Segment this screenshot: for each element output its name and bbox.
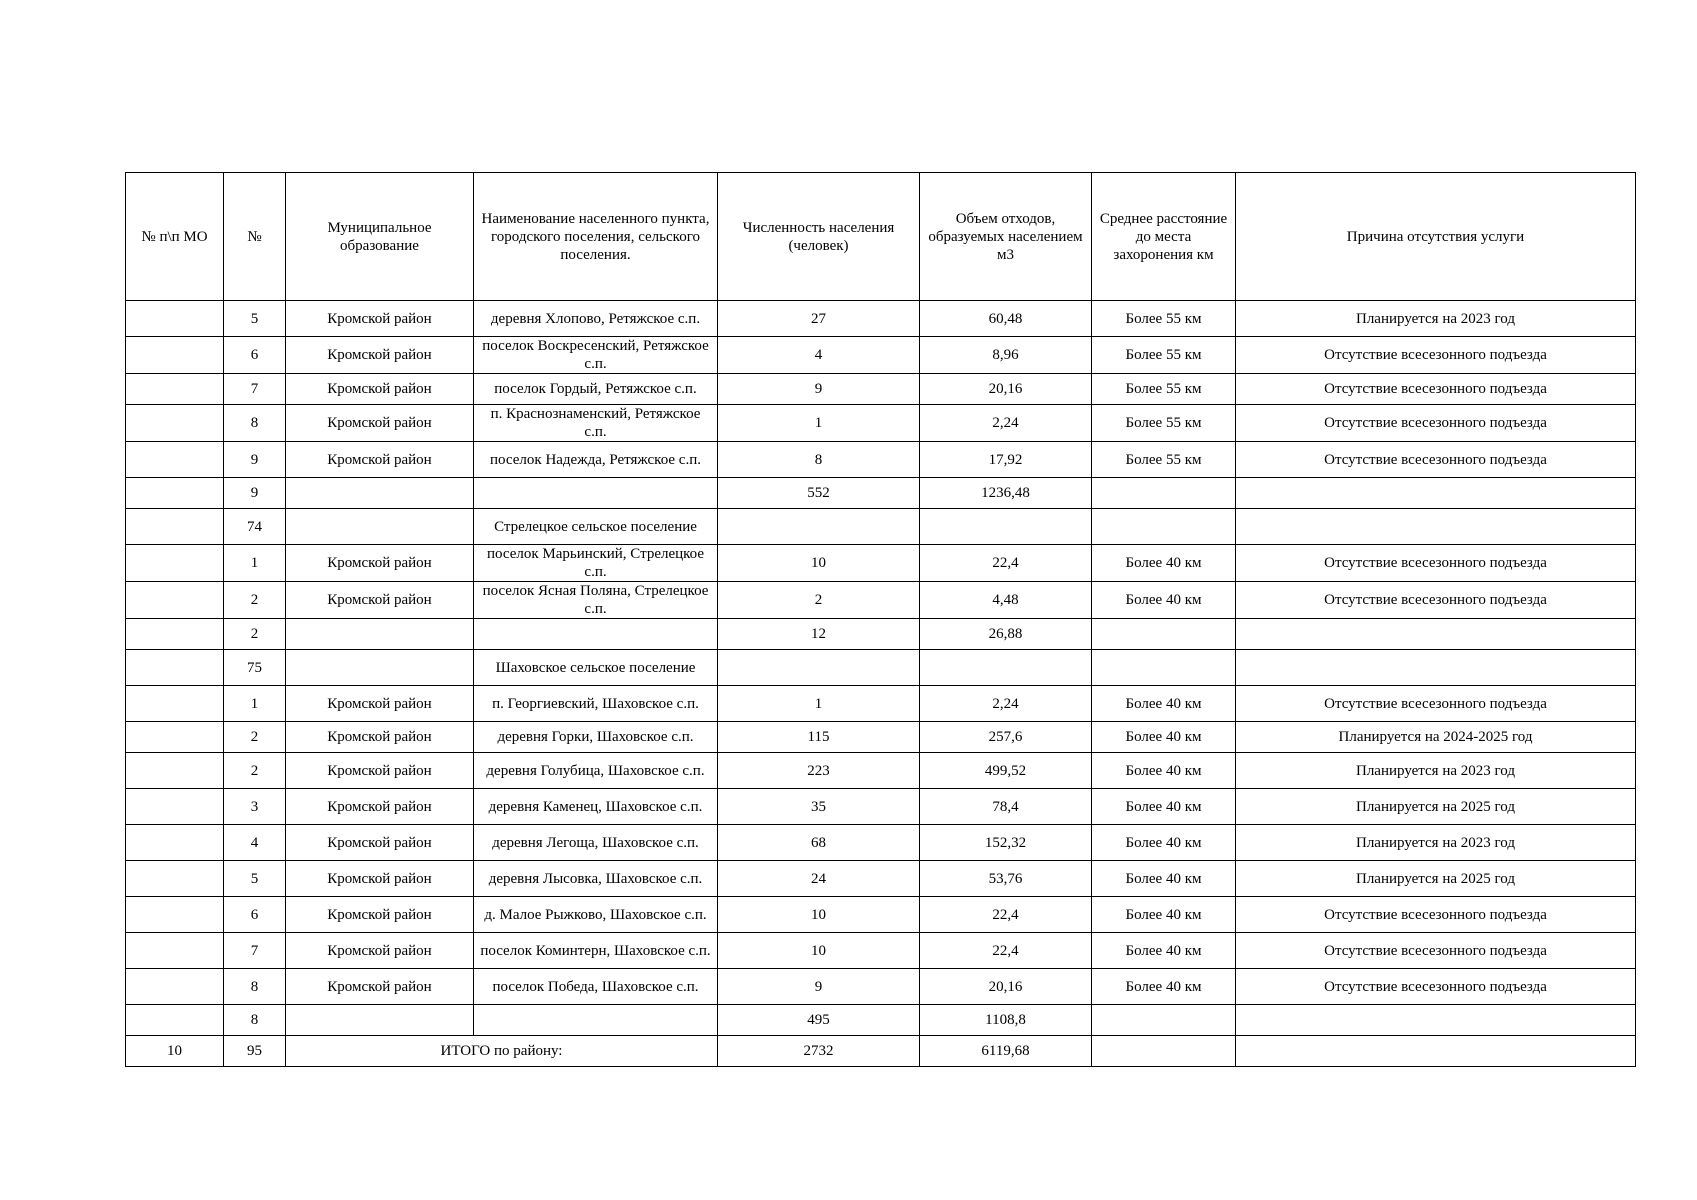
cell-reason bbox=[1236, 650, 1636, 686]
cell-distance: Более 40 км bbox=[1092, 545, 1236, 582]
cell-reason bbox=[1236, 1005, 1636, 1036]
cell-number: 1 bbox=[224, 686, 286, 722]
table-row bbox=[126, 825, 1636, 861]
cell-municipality bbox=[286, 1005, 474, 1036]
cell-distance bbox=[1092, 650, 1236, 686]
cell-mo-index bbox=[126, 969, 224, 1005]
header-reason: Причина отсутствия услуги bbox=[1236, 173, 1636, 301]
cell-distance bbox=[1092, 509, 1236, 545]
cell-municipality bbox=[286, 619, 474, 650]
cell-population: 10 bbox=[718, 933, 920, 969]
cell-population bbox=[718, 509, 920, 545]
cell-mo-index bbox=[126, 897, 224, 933]
cell-number: 2 bbox=[224, 619, 286, 650]
cell-reason: Отсутствие всесезонного подъезда bbox=[1236, 337, 1636, 374]
subtotal-row bbox=[126, 478, 1636, 509]
cell-mo-index bbox=[126, 478, 224, 509]
cell-mo-index bbox=[126, 405, 224, 442]
cell-distance bbox=[1092, 1005, 1236, 1036]
cell-distance: Более 55 км bbox=[1092, 301, 1236, 337]
cell-settlement-name: поселок Гордый, Ретяжское с.п. bbox=[474, 374, 718, 405]
cell-number: 1 bbox=[224, 545, 286, 582]
cell-number: 6 bbox=[224, 337, 286, 374]
cell-municipality: Кромской район bbox=[286, 582, 474, 619]
cell-number: 9 bbox=[224, 442, 286, 478]
cell-reason: Планируется на 2023 год bbox=[1236, 753, 1636, 789]
cell-distance: Более 40 км bbox=[1092, 686, 1236, 722]
cell-settlement-name bbox=[474, 1005, 718, 1036]
cell-mo-index bbox=[126, 582, 224, 619]
table-row bbox=[126, 897, 1636, 933]
table-row bbox=[126, 686, 1636, 722]
cell-population: 24 bbox=[718, 861, 920, 897]
cell-reason: Отсутствие всесезонного подъезда bbox=[1236, 686, 1636, 722]
cell-distance: Более 40 км bbox=[1092, 933, 1236, 969]
cell-waste-volume bbox=[920, 650, 1092, 686]
cell-distance: Более 40 км bbox=[1092, 753, 1236, 789]
cell-waste-volume: 20,16 bbox=[920, 969, 1092, 1005]
cell-mo-index bbox=[126, 374, 224, 405]
cell-reason: Планируется на 2023 год bbox=[1236, 825, 1636, 861]
cell-reason: Отсутствие всесезонного подъезда bbox=[1236, 969, 1636, 1005]
cell-reason: Отсутствие всесезонного подъезда bbox=[1236, 374, 1636, 405]
cell-number: 6 bbox=[224, 897, 286, 933]
cell-settlement-name: деревня Каменец, Шаховское с.п. bbox=[474, 789, 718, 825]
cell-distance bbox=[1092, 619, 1236, 650]
cell-distance: Более 55 км bbox=[1092, 405, 1236, 442]
cell-waste-volume: 20,16 bbox=[920, 374, 1092, 405]
cell-waste-volume: 257,6 bbox=[920, 722, 1092, 753]
cell-waste-volume: 17,92 bbox=[920, 442, 1092, 478]
cell-reason: Отсутствие всесезонного подъезда bbox=[1236, 545, 1636, 582]
cell-reason: Отсутствие всесезонного подъезда bbox=[1236, 933, 1636, 969]
cell-municipality: Кромской район bbox=[286, 825, 474, 861]
table-row bbox=[126, 545, 1636, 582]
cell-settlement-name: поселок Ясная Поляна, Стрелецкое с.п. bbox=[474, 582, 718, 619]
total-waste-volume: 6119,68 bbox=[920, 1036, 1092, 1067]
cell-population: 68 bbox=[718, 825, 920, 861]
cell-population: 495 bbox=[718, 1005, 920, 1036]
cell-mo-index bbox=[126, 933, 224, 969]
table-row bbox=[126, 337, 1636, 374]
cell-distance: Более 40 км bbox=[1092, 897, 1236, 933]
section-row bbox=[126, 509, 1636, 545]
cell-reason: Отсутствие всесезонного подъезда bbox=[1236, 442, 1636, 478]
cell-mo-index bbox=[126, 722, 224, 753]
cell-population: 4 bbox=[718, 337, 920, 374]
cell-waste-volume: 22,4 bbox=[920, 933, 1092, 969]
total-mo-count: 10 bbox=[126, 1036, 224, 1067]
waste-service-table bbox=[125, 172, 1636, 1067]
cell-number: 2 bbox=[224, 582, 286, 619]
cell-municipality: Кромской район bbox=[286, 337, 474, 374]
cell-waste-volume: 2,24 bbox=[920, 686, 1092, 722]
cell-municipality: Кромской район bbox=[286, 933, 474, 969]
table-body bbox=[126, 301, 1636, 1067]
cell-settlement-name bbox=[474, 478, 718, 509]
cell-number: 8 bbox=[224, 1005, 286, 1036]
header-population: Численность населения (человек) bbox=[718, 173, 920, 301]
cell-waste-volume: 22,4 bbox=[920, 897, 1092, 933]
cell-population: 9 bbox=[718, 374, 920, 405]
cell-waste-volume: 2,24 bbox=[920, 405, 1092, 442]
cell-settlement-name: д. Малое Рыжково, Шаховское с.п. bbox=[474, 897, 718, 933]
table-row bbox=[126, 582, 1636, 619]
total-population: 2732 bbox=[718, 1036, 920, 1067]
cell-mo-index bbox=[126, 337, 224, 374]
cell-distance bbox=[1092, 1036, 1236, 1067]
cell-municipality: Кромской район bbox=[286, 545, 474, 582]
cell-number: 4 bbox=[224, 825, 286, 861]
cell-mo-index bbox=[126, 301, 224, 337]
cell-municipality bbox=[286, 509, 474, 545]
subtotal-row bbox=[126, 619, 1636, 650]
cell-distance: Более 55 км bbox=[1092, 374, 1236, 405]
cell-number: 5 bbox=[224, 861, 286, 897]
cell-municipality: Кромской район bbox=[286, 374, 474, 405]
table-row bbox=[126, 861, 1636, 897]
cell-municipality: Кромской район bbox=[286, 861, 474, 897]
cell-waste-volume: 1236,48 bbox=[920, 478, 1092, 509]
cell-municipality: Кромской район bbox=[286, 686, 474, 722]
cell-municipality: Кромской район bbox=[286, 969, 474, 1005]
header-settlement-name: Наименование населенного пункта, городского поселения, сельского поселения. bbox=[474, 173, 718, 301]
cell-population: 223 bbox=[718, 753, 920, 789]
cell-reason: Отсутствие всесезонного подъезда bbox=[1236, 405, 1636, 442]
cell-settlement-name: поселок Марьинский, Стрелецкое с.п. bbox=[474, 545, 718, 582]
cell-number: 3 bbox=[224, 789, 286, 825]
cell-settlement-name: деревня Легоща, Шаховское с.п. bbox=[474, 825, 718, 861]
cell-distance: Более 40 км bbox=[1092, 861, 1236, 897]
cell-population: 10 bbox=[718, 897, 920, 933]
header-distance: Среднее расстояние до места захоронения км bbox=[1092, 173, 1236, 301]
cell-number: 7 bbox=[224, 933, 286, 969]
cell-population: 1 bbox=[718, 405, 920, 442]
table-row bbox=[126, 969, 1636, 1005]
cell-reason: Планируется на 2025 год bbox=[1236, 789, 1636, 825]
cell-distance: Более 55 км bbox=[1092, 337, 1236, 374]
section-row bbox=[126, 650, 1636, 686]
section-title: Стрелецкое сельское поселение bbox=[474, 509, 718, 545]
cell-municipality: Кромской район bbox=[286, 789, 474, 825]
cell-distance bbox=[1092, 478, 1236, 509]
cell-mo-index bbox=[126, 442, 224, 478]
cell-waste-volume: 78,4 bbox=[920, 789, 1092, 825]
section-title: Шаховское сельское поселение bbox=[474, 650, 718, 686]
cell-municipality bbox=[286, 478, 474, 509]
cell-municipality: Кромской район bbox=[286, 301, 474, 337]
cell-population: 552 bbox=[718, 478, 920, 509]
cell-population: 9 bbox=[718, 969, 920, 1005]
cell-reason bbox=[1236, 509, 1636, 545]
cell-settlement-name: п. Краснознаменский, Ретяжское с.п. bbox=[474, 405, 718, 442]
cell-mo-index bbox=[126, 686, 224, 722]
cell-waste-volume: 1108,8 bbox=[920, 1005, 1092, 1036]
cell-reason: Отсутствие всесезонного подъезда bbox=[1236, 897, 1636, 933]
cell-settlement-name: деревня Голубица, Шаховское с.п. bbox=[474, 753, 718, 789]
subtotal-row bbox=[126, 1005, 1636, 1036]
cell-waste-volume: 60,48 bbox=[920, 301, 1092, 337]
cell-mo-index bbox=[126, 545, 224, 582]
cell-municipality: Кромской район bbox=[286, 442, 474, 478]
cell-population: 12 bbox=[718, 619, 920, 650]
total-label: ИТОГО по району: bbox=[286, 1036, 718, 1067]
cell-reason bbox=[1236, 619, 1636, 650]
table-row bbox=[126, 374, 1636, 405]
cell-number: 9 bbox=[224, 478, 286, 509]
table-row bbox=[126, 789, 1636, 825]
cell-distance: Более 40 км bbox=[1092, 789, 1236, 825]
table-row bbox=[126, 405, 1636, 442]
cell-number: 5 bbox=[224, 301, 286, 337]
cell-waste-volume bbox=[920, 509, 1092, 545]
cell-waste-volume: 26,88 bbox=[920, 619, 1092, 650]
cell-population: 27 bbox=[718, 301, 920, 337]
cell-settlement-name: поселок Воскресенский, Ретяжское с.п. bbox=[474, 337, 718, 374]
total-number: 95 bbox=[224, 1036, 286, 1067]
cell-settlement-name: поселок Победа, Шаховское с.п. bbox=[474, 969, 718, 1005]
cell-waste-volume: 152,32 bbox=[920, 825, 1092, 861]
cell-number: 74 bbox=[224, 509, 286, 545]
cell-number: 7 bbox=[224, 374, 286, 405]
cell-settlement-name: деревня Лысовка, Шаховское с.п. bbox=[474, 861, 718, 897]
cell-distance: Более 40 км bbox=[1092, 582, 1236, 619]
cell-settlement-name: деревня Горки, Шаховское с.п. bbox=[474, 722, 718, 753]
table-row bbox=[126, 301, 1636, 337]
header-municipality: Муниципальное образование bbox=[286, 173, 474, 301]
cell-number: 2 bbox=[224, 753, 286, 789]
cell-distance: Более 40 км bbox=[1092, 722, 1236, 753]
table-row bbox=[126, 753, 1636, 789]
cell-reason: Планируется на 2023 год bbox=[1236, 301, 1636, 337]
cell-reason: Отсутствие всесезонного подъезда bbox=[1236, 582, 1636, 619]
header-waste-volume: Объем отходов, образуемых населением м3 bbox=[920, 173, 1092, 301]
cell-municipality: Кромской район bbox=[286, 722, 474, 753]
table-header-row bbox=[126, 173, 1636, 301]
cell-mo-index bbox=[126, 861, 224, 897]
cell-municipality: Кромской район bbox=[286, 753, 474, 789]
cell-population: 8 bbox=[718, 442, 920, 478]
cell-settlement-name: поселок Надежда, Ретяжское с.п. bbox=[474, 442, 718, 478]
cell-municipality bbox=[286, 650, 474, 686]
cell-population bbox=[718, 650, 920, 686]
cell-population: 115 bbox=[718, 722, 920, 753]
cell-municipality: Кромской район bbox=[286, 897, 474, 933]
cell-number: 2 bbox=[224, 722, 286, 753]
cell-waste-volume: 53,76 bbox=[920, 861, 1092, 897]
cell-mo-index bbox=[126, 509, 224, 545]
cell-mo-index bbox=[126, 753, 224, 789]
cell-reason bbox=[1236, 1036, 1636, 1067]
cell-mo-index bbox=[126, 619, 224, 650]
header-number: № bbox=[224, 173, 286, 301]
cell-distance: Более 40 км bbox=[1092, 825, 1236, 861]
cell-waste-volume: 8,96 bbox=[920, 337, 1092, 374]
cell-population: 1 bbox=[718, 686, 920, 722]
cell-waste-volume: 22,4 bbox=[920, 545, 1092, 582]
cell-mo-index bbox=[126, 825, 224, 861]
cell-waste-volume: 499,52 bbox=[920, 753, 1092, 789]
header-mo-index: № п\п МО bbox=[126, 173, 224, 301]
cell-mo-index bbox=[126, 789, 224, 825]
table-row bbox=[126, 933, 1636, 969]
cell-mo-index bbox=[126, 1005, 224, 1036]
cell-reason: Планируется на 2025 год bbox=[1236, 861, 1636, 897]
cell-settlement-name: п. Георгиевский, Шаховское с.п. bbox=[474, 686, 718, 722]
cell-municipality: Кромской район bbox=[286, 405, 474, 442]
cell-number: 8 bbox=[224, 405, 286, 442]
cell-waste-volume: 4,48 bbox=[920, 582, 1092, 619]
cell-distance: Более 40 км bbox=[1092, 969, 1236, 1005]
cell-number: 75 bbox=[224, 650, 286, 686]
cell-settlement-name: поселок Коминтерн, Шаховское с.п. bbox=[474, 933, 718, 969]
cell-population: 2 bbox=[718, 582, 920, 619]
cell-settlement-name: деревня Хлопово, Ретяжское с.п. bbox=[474, 301, 718, 337]
total-row bbox=[126, 1036, 1636, 1067]
cell-population: 35 bbox=[718, 789, 920, 825]
cell-settlement-name bbox=[474, 619, 718, 650]
cell-reason bbox=[1236, 478, 1636, 509]
table-row bbox=[126, 442, 1636, 478]
cell-mo-index bbox=[126, 650, 224, 686]
cell-population: 10 bbox=[718, 545, 920, 582]
cell-reason: Планируется на 2024-2025 год bbox=[1236, 722, 1636, 753]
table-row bbox=[126, 722, 1636, 753]
cell-number: 8 bbox=[224, 969, 286, 1005]
cell-distance: Более 55 км bbox=[1092, 442, 1236, 478]
